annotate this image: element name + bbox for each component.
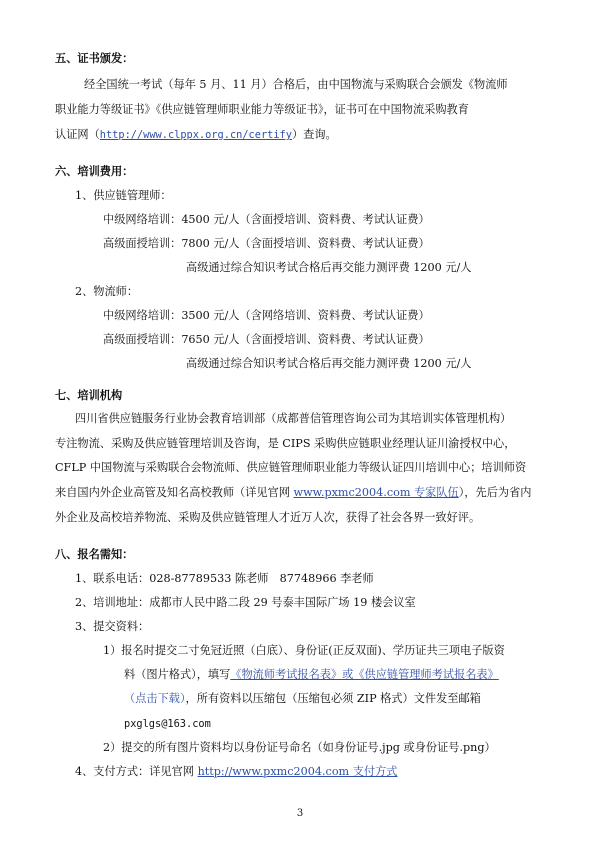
institution-text-line3: CFLP 中国物流与采购联合会物流师、供应链管理师职业能力等级认证四川培训中心；培训师资 (55, 461, 527, 474)
payment-prefix: 4、支付方式：详见官网 (75, 765, 198, 778)
certificate-text-prefix: 认证网（ (55, 128, 100, 141)
certificate-text-suffix: ）查询。 (291, 128, 337, 141)
experts-link[interactable]: www.pxmc2004.com 专家队伍 (293, 486, 459, 499)
contact-phone: 1、联系电话：028-87789533 陈老师 87748966 李老师 (75, 572, 374, 585)
fee-logistics-intermediate: 中级网络培训：3500 元/人（含网络培训、资料费、考试认证费） (103, 309, 430, 322)
institution-text-prefix: 来自国内外企业高管及知名高校教师（详见官网 (55, 486, 294, 499)
submit-item1-line3 (124, 692, 481, 706)
page-number: 3 (296, 808, 304, 819)
fee-logistics-advanced: 高级面授培训：7650 元/人（含面授培训、资料费、考试认证费） (103, 333, 430, 346)
certificate-text-line2: 职业能力等级证书》《供应链管理师职业能力等级证书》，证书可在中国物流采购教育 (55, 103, 469, 116)
section-heading-institution: 七、培训机构 (55, 389, 123, 402)
registration-form-link[interactable]: 《物流师考试报名表》或《供应链管理师考试报名表》 (230, 668, 499, 681)
fee-logistics-title: 2、物流师： (75, 285, 139, 298)
fee-scm-intermediate: 中级网络培训：4500 元/人（含面授培训、资料费、考试认证费） (103, 213, 430, 226)
institution-text-line4 (55, 486, 531, 500)
institution-text-line2: 专注物流、采购及供应链管理培训及咨询，是 CIPS 采购供应链职业经理认证川渝授权中心， (55, 437, 516, 450)
fee-scm-note: 高级通过综合知识考试合格后再交能力测评费 1200 元/人 (186, 261, 472, 274)
submit-item1-line2 (124, 668, 499, 682)
certificate-text-line3 (55, 128, 337, 142)
submit-item1-suffix: ，所有资料以压缩包（压缩包必须 ZIP 格式）文件发至邮箱 (185, 692, 481, 705)
institution-text-line1: 四川省供应链服务行业协会教育培训部（成都普信管理咨询公司为其培训实体管理机构） (75, 412, 512, 425)
fee-scm-title: 1、供应链管理师： (75, 189, 172, 202)
institution-text-line5: 外企业及高校培养物流、采购及供应链管理人才近万人次，获得了社会各界一致好评。 (55, 511, 481, 524)
institution-text-suffix: ），先后为省内 (458, 486, 532, 499)
payment-method (75, 765, 397, 779)
section-heading-fees: 六、培训费用： (55, 165, 134, 178)
submit-materials-title: 3、提交资料： (75, 620, 150, 633)
fee-logistics-note: 高级通过综合知识考试合格后再交能力测评费 1200 元/人 (186, 357, 472, 370)
submit-item1-prefix: 料（图片格式），填写 (124, 668, 231, 681)
section-heading-certificate: 五、证书颁发： (55, 52, 134, 65)
certificate-text-line1: 经全国统一考试（每年 5 月、11 月）合格后，由中国物流与采购联合会颁发《物流师 (84, 78, 508, 91)
payment-link[interactable]: http://www.pxmc2004.com 支付方式 (197, 765, 398, 778)
certify-link[interactable]: http://www.clppx.org.cn/certify (99, 129, 292, 141)
submit-item2: 2）提交的所有图片资料均以身份证号命名（如身份证号.jpg 或身份证号.png） (103, 741, 496, 754)
download-link[interactable]: （点击下载） (124, 692, 186, 705)
fee-scm-advanced: 高级面授培训：7800 元/人（含面授培训、资料费、考试认证费） (103, 237, 430, 250)
section-heading-registration: 八、报名需知： (55, 548, 134, 561)
submission-email: pxglgs@163.com (124, 718, 211, 730)
submit-item1-line1: 1）报名时提交二寸免冠近照（白底）、身份证(正反双面)、学历证共三项电子版资 (103, 644, 505, 657)
training-address: 2、培训地址：成都市人民中路二段 29 号泰丰国际广场 19 楼会议室 (75, 596, 416, 609)
